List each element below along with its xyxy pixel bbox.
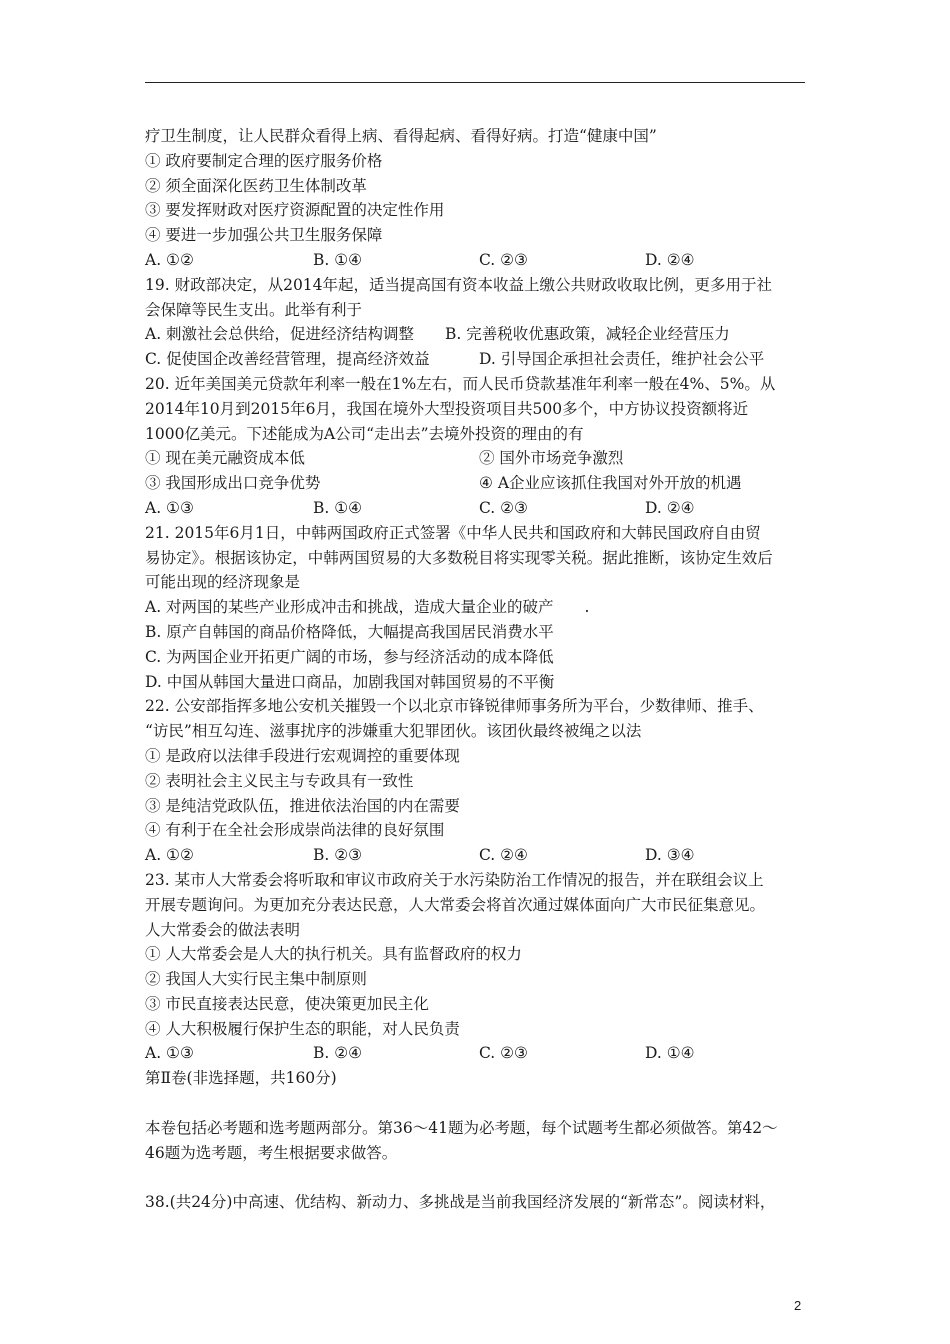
q18-item: ② 须全面深化医药卫生体制改革 [145, 176, 367, 195]
option-b: B. 完善税收优惠政策，减轻企业经营压力 [445, 325, 730, 344]
q18-options [145, 248, 815, 273]
option-b: B. ①④ [313, 250, 363, 269]
q18-item: ③ 要发挥财政对医疗资源配置的决定性作用 [145, 201, 445, 220]
continued-text: 疗卫生制度，让人民群众看得上病、看得起病、看得好病。打造“健康中国” [145, 127, 657, 145]
q21-stem: 21. 2015年6月1日，中韩两国政府正式签署《中华人民共和国政府和大韩民国政府自由贸 [145, 523, 761, 542]
q23-stem: 人大常委会的做法表明 [145, 920, 301, 939]
option-b: B. ①④ [313, 498, 363, 517]
q23-stem: 23. 某市人大常委会将听取和审议市政府关于水污染防治工作情况的报告，并在联组会议上 [145, 870, 764, 889]
q22-item: ② 表明社会主义民主与专政具有一致性 [145, 771, 414, 790]
q21-stem: 可能出现的经济现象是 [145, 573, 301, 592]
q20-item: ① 现在美元融资成本低 [145, 449, 305, 468]
option-d: D. ①④ [645, 1044, 695, 1063]
option-a: A. 对两国的某些产业形成冲击和挑战，造成大量企业的破产 . [145, 598, 590, 617]
q20-item: ③ 我国形成出口竞争优势 [145, 474, 321, 493]
q19-options-row [145, 322, 815, 347]
q23-item: ① 人大常委会是人大的执行机关。具有监督政府的权力 [145, 945, 522, 964]
q20-stem: 20. 近年美国美元贷款年利率一般在1%左右，而人民币贷款基准年利率一般在4%、5%。从 [145, 374, 776, 393]
option-d: D. ②④ [645, 498, 695, 517]
option-d: D. ②④ [645, 250, 695, 269]
q20-item: ④ A企业应该抓住我国对外开放的机遇 [479, 474, 742, 493]
q23-item: ② 我国人大实行民主集中制原则 [145, 970, 367, 989]
option-d: D. ③④ [645, 846, 695, 865]
part2-description: 46题为选考题，考生根据要求做答。 [145, 1143, 398, 1162]
q22-stem: 22. 公安部指挥多地公安机关摧毁一个以北京市锋锐律师事务所为平台，少数律师、推手、 [145, 697, 764, 716]
exam-body [145, 124, 815, 1215]
q22-item: ③ 是纯洁党政队伍，推进依法治国的内在需要 [145, 796, 460, 815]
option-b: B. 原产自韩国的商品价格降低，大幅提高我国居民消费水平 [145, 622, 554, 641]
q20-items-row [145, 446, 815, 471]
q21-stem: 易协定》。根据该协定，中韩两国贸易的大多数税目将实现零关税。据此推断，该协定生效后 [145, 548, 773, 567]
q19-stem: 会保障等民生支出。此举有利于 [145, 300, 363, 319]
option-c: C. ②③ [479, 498, 528, 517]
option-a: A. 刺激社会总供给，促进经济结构调整 [145, 325, 415, 344]
option-c: C. ②③ [479, 250, 528, 269]
part2-title: 第Ⅱ卷(非选择题，共160分) [145, 1069, 337, 1088]
q20-items-row [145, 471, 815, 496]
q23-stem: 开展专题询问。为更加充分表达民意，人大常委会将首次通过媒体面向广大市民征集意见。 [145, 895, 766, 914]
q23-item: ④ 人大积极履行保护生态的职能，对人民负责 [145, 1019, 460, 1038]
option-b: B. ②③ [313, 846, 363, 865]
option-a: A. ①③ [145, 1044, 194, 1063]
part2-description: 本卷包括必考题和选考题两部分。第36～41题为必考题，每个试题考生都必须做答。第42～ [145, 1118, 778, 1137]
page-number: 2 [794, 1298, 802, 1313]
q19-options-row [145, 347, 815, 372]
q22-item: ④ 有利于在全社会形成崇尚法律的良好氛围 [145, 821, 445, 840]
q20-options [145, 496, 815, 521]
header-rule [145, 82, 805, 83]
q23-item: ③ 市民直接表达民意，使决策更加民主化 [145, 994, 429, 1013]
option-a: A. ①② [145, 250, 194, 269]
option-c: C. 促使国企改善经营管理，提高经济效益 [145, 350, 430, 369]
option-c: C. ②④ [479, 846, 528, 865]
q20-stem: 2014年10月到2015年6月，我国在境外大型投资项目共500多个，中方协议投资额将近 [145, 399, 749, 418]
option-c: C. 为两国企业开拓更广阔的市场，参与经济活动的成本降低 [145, 647, 554, 666]
q23-options [145, 1041, 815, 1066]
q20-item: ② 国外市场竞争激烈 [479, 449, 624, 468]
option-a: A. ①③ [145, 498, 194, 517]
q18-item: ① 政府要制定合理的医疗服务价格 [145, 151, 383, 170]
q20-stem: 1000亿美元。下述能成为A公司“走出去”去境外投资的理由的有 [145, 424, 584, 443]
q22-item: ① 是政府以法律手段进行宏观调控的重要体现 [145, 746, 460, 765]
option-d: D. 中国从韩国大量进口商品，加剧我国对韩国贸易的不平衡 [145, 672, 555, 691]
q22-options [145, 843, 815, 868]
q18-item: ④ 要进一步加强公共卫生服务保障 [145, 226, 383, 245]
option-b: B. ②④ [313, 1044, 363, 1063]
option-d: D. 引导国企承担社会责任，维护社会公平 [479, 350, 765, 369]
option-c: C. ②③ [479, 1044, 528, 1063]
option-a: A. ①② [145, 846, 194, 865]
q38-stem: 38.(共24分)中高速、优结构、新动力、多挑战是当前我国经济发展的“新常态”。阅读材料， [145, 1193, 776, 1212]
q22-stem: “访民”相互勾连、滋事扰序的涉嫌重大犯罪团伙。该团伙最终被绳之以法 [145, 722, 642, 741]
q19-stem: 19. 财政部决定，从2014年起，适当提高国有资本收益上缴公共财政收取比例，更多用于社 [145, 275, 773, 294]
